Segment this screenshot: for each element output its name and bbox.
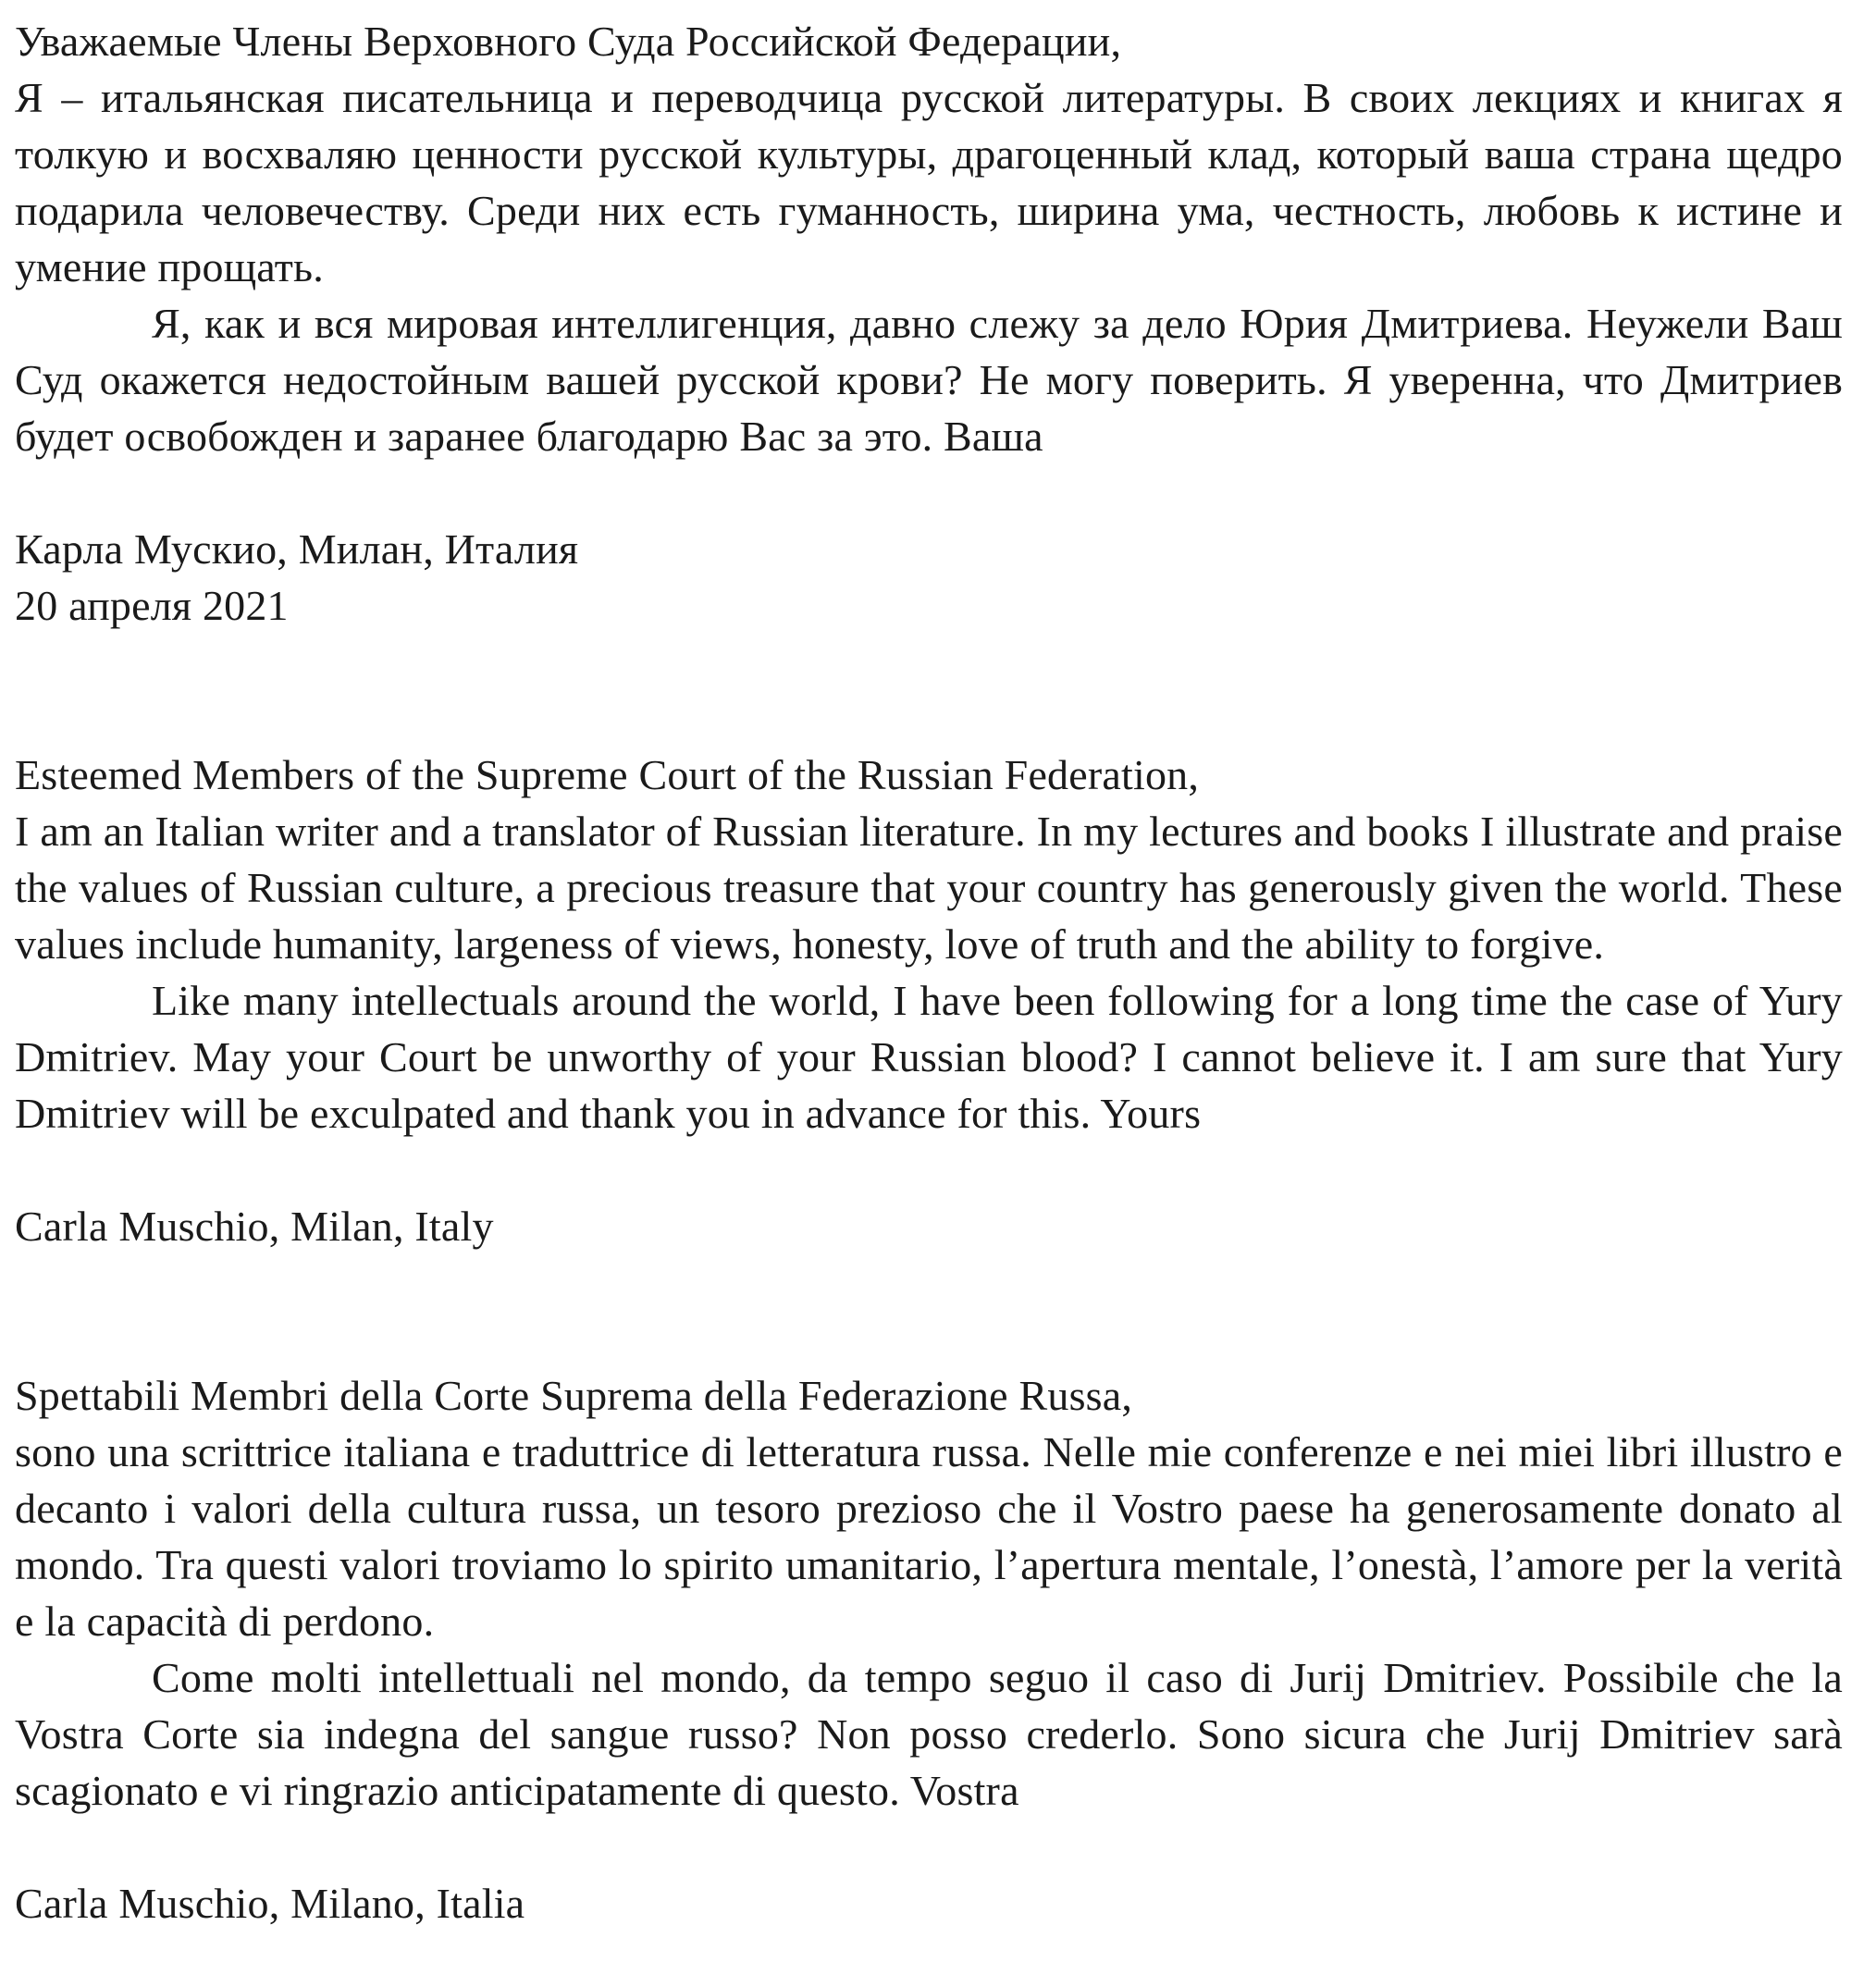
salutation: Spettabili Membri della Corte Suprema della Federazione Russa,: [15, 1372, 1133, 1419]
spacer: [15, 1819, 1843, 1875]
paragraph: I am an Italian writer and a translator of Russian literature. In my lectures and books I illustrate and praise the values of Russian culture, a precious treasure that your country has generously given the world. These values include humanity, largeness of views, honesty, love of truth and the ability to forgive.: [15, 808, 1843, 968]
date: 20 апреля 2021: [15, 582, 289, 629]
paragraph: Я, как и вся мировая интеллигенция, давно слежу за дело Юрия Дмитриева. Неужели Ваш Суд окажется недостойным вашей русской крови? Не могу поверить. Я уверенна, что Дмитриев будет освобожден и заранее благодарю Вас за это. Ваша: [15, 300, 1843, 460]
letter-italian: [15, 1367, 1843, 1931]
paragraph: sono una scrittrice italiana e traduttrice di letteratura russa. Nelle mie conferenze e nei miei libri illustro e decanto i valori della cultura russa, un tesoro prezioso che il Vostro paese ha generosamente donato al mondo. Tra questi valori troviamo lo spirito umanitario, l’apertura mentale, l’onestà, l’amore per la verità e la capacità di perdono.: [15, 1428, 1843, 1645]
paragraph: Я – итальянская писательница и переводчица русской литературы. В своих лекциях и книгах я толкую и восхваляю ценности русской культуры, драгоценный клад, который ваша страна щедро подарила человечеству. Среди них есть гуманность, ширина ума, честность, любовь к истине и умение прощать.: [15, 74, 1843, 290]
spacer: [15, 464, 1843, 521]
signature: Carla Muschio, Milano, Italia: [15, 1880, 525, 1927]
signature: Карла Мускио, Милан, Италия: [15, 525, 579, 573]
salutation: Уважаемые Члены Верховного Суда Российской Федерации,: [15, 18, 1122, 65]
document-page: [15, 13, 1843, 1931]
signature: Carla Muschio, Milan, Italy: [15, 1203, 494, 1250]
letter-english: [15, 747, 1843, 1254]
section-gap: [15, 1254, 1843, 1367]
section-gap: [15, 634, 1843, 747]
salutation: Esteemed Members of the Supreme Court of the Russian Federation,: [15, 751, 1200, 798]
paragraph: Come molti intellettuali nel mondo, da tempo seguo il caso di Jurij Dmitriev. Possibile che la Vostra Corte sia indegna del sangue russo? Non posso crederlo. Sono sicura che Jurij Dmitriev sarà scagionato e vi ringrazio anticipatamente di questo. Vostra: [15, 1654, 1843, 1814]
paragraph: Like many intellectuals around the world, I have been following for a long time the case of Yury Dmitriev. May your Court be unworthy of your Russian blood? I cannot believe it. I am sure that Yury Dmitriev will be exculpated and thank you in advance for this. Yours: [15, 977, 1843, 1137]
spacer: [15, 1142, 1843, 1198]
letter-russian: [15, 13, 1843, 634]
